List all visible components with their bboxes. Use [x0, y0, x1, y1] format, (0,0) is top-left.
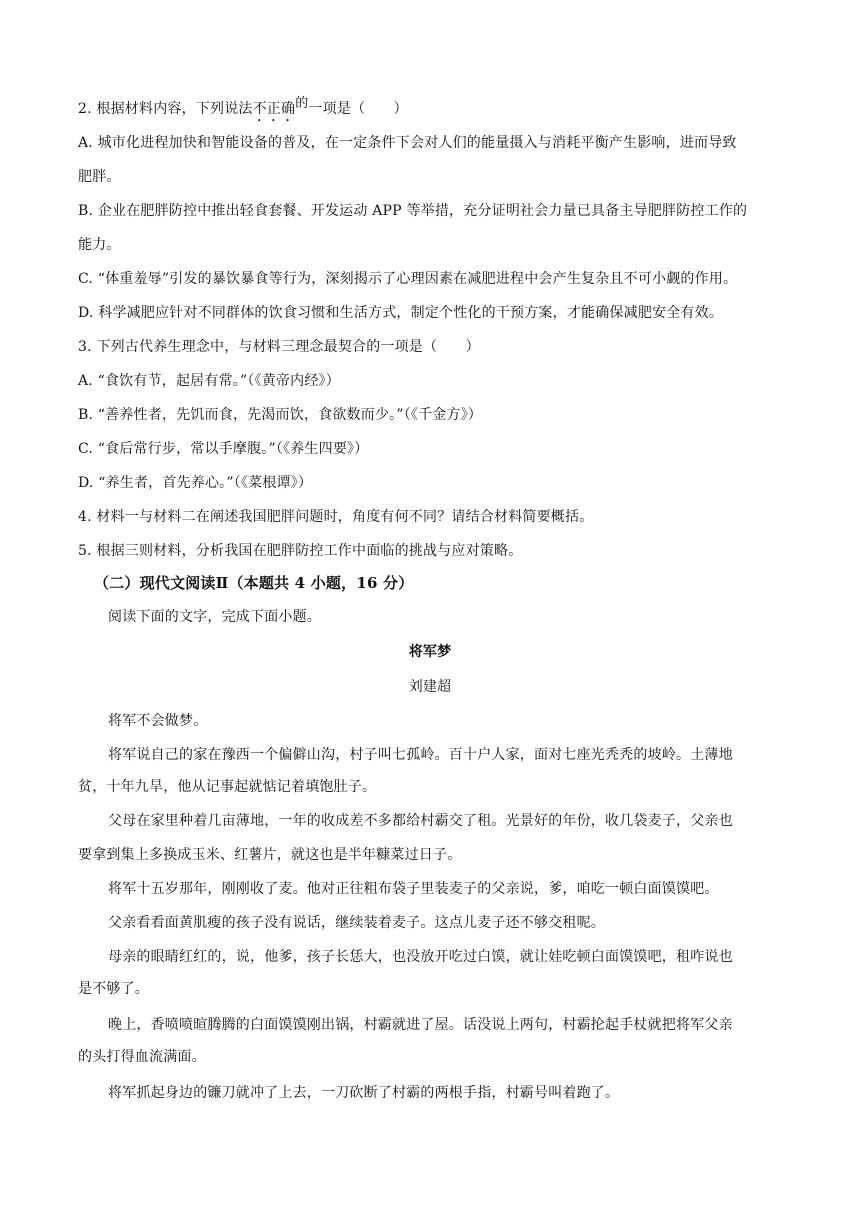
story-line: 将军抓起身边的镰刀就冲了上去，一刀砍断了村霸的两根手指，村霸号叫着跑了。 [108, 1085, 620, 1101]
q3-option-b: B. “善养性者，先饥而食，先渴而饮，食欲数而少。”（《千金方》） [78, 407, 483, 423]
story-line: 的头打得血流满面。 [78, 1049, 206, 1065]
q2-stem [78, 92, 408, 125]
q2-stem-start: 2. 根据材料内容，下列说法 [78, 101, 253, 117]
story-line: 父母在家里种着几亩薄地，一年的收成差不多都给村霸交了租。光景好的年份，收几袋麦子，父亲也 [108, 813, 733, 829]
q2-emphasis: 不正确 [252, 101, 296, 117]
q2-sup: 的 [295, 96, 309, 111]
story-line: 要拿到集上多换成玉米、红薯片，就这也是半年糠菜过日子。 [78, 847, 462, 863]
section-instruction: 阅读下面的文字，完成下面小题。 [108, 609, 321, 625]
section-heading: （二）现代文阅读Ⅱ（本题共 4 小题，16 分） [94, 574, 414, 592]
q2-stem-end: 一项是（ ） [308, 101, 408, 117]
story-title: 将军梦 [408, 644, 452, 660]
q2-option-b-line2: 能力。 [78, 237, 121, 253]
q3-stem: 3. 下列古代养生理念中，与材料三理念最契合的一项是（ ） [78, 339, 480, 355]
q2-option-a-line2: 肥胖。 [78, 169, 121, 185]
q2-option-d: D. 科学减肥应针对不同群体的饮食习惯和生活方式，制定个性化的干预方案，才能确保减肥安全有效。 [78, 305, 724, 321]
story-line: 晚上，香喷喷暄腾腾的白面馍馍刚出锅，村霸就进了屋。话没说上两句，村霸抡起手杖就把将军父亲 [108, 1017, 733, 1033]
q5: 5. 根据三则材料，分析我国在肥胖防控工作中面临的挑战与应对策略。 [78, 543, 523, 559]
story-line: 将军不会做梦。 [108, 713, 208, 729]
q2-option-a-line1: A. 城市化进程加快和智能设备的普及，在一定条件下会对人们的能量摄入与消耗平衡产生影响，进而导致 [78, 135, 737, 151]
q4: 4. 材料一与材料二在阐述我国肥胖问题时，角度有何不同？请结合材料简要概括。 [78, 509, 594, 525]
story-line: 贫，十年九旱，他从记事起就惦记着填饱肚子。 [78, 779, 377, 795]
q3-option-a: A. “食饮有节，起居有常。”（《黄帝内经》） [78, 373, 340, 389]
story-line: 母亲的眼睛红红的，说，他爹，孩子长恁大，也没放开吃过白馍，就让娃吃顿白面馍馍吧，租咋说也 [108, 949, 733, 965]
story-line: 将军说自己的家在豫西一个偏僻山沟，村子叫七孤岭。百十户人家，面对七座光秃秃的坡岭。土薄地 [108, 747, 733, 763]
q2-option-c: C. “体重羞辱”引发的暴饮暴食等行为，深刻揭示了心理因素在减肥进程中会产生复杂且不可小觑的作用。 [78, 271, 738, 287]
q2-option-b-line1: B. 企业在肥胖防控中推出轻食套餐、开发运动 APP 等举措，充分证明社会力量已具备主导肥胖防控工作的 [78, 203, 748, 219]
story-line: 将军十五岁那年，刚刚收了麦。他对正往粗布袋子里装麦子的父亲说，爹，咱吃一顿白面馍馍吧。 [108, 881, 719, 897]
story-author: 刘建超 [408, 679, 452, 695]
story-line: 父亲看看面黄肌瘦的孩子没有说话，继续装着麦子。这点儿麦子还不够交租呢。 [108, 915, 605, 931]
q3-option-d: D. “养生者，首先养心。”（《菜根谭》） [78, 475, 313, 491]
q3-option-c: C. “食后常行步，常以手摩腹。”（《养生四要》） [78, 441, 369, 457]
story-line: 是不够了。 [78, 981, 149, 997]
